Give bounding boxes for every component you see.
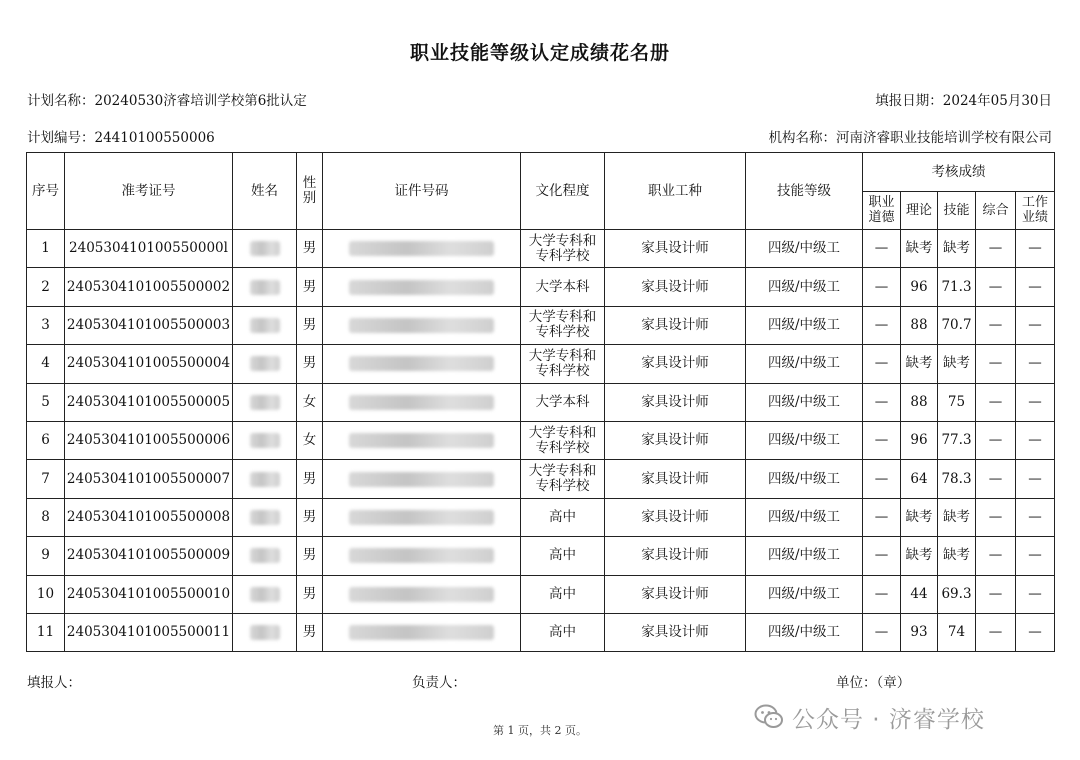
header-name: 姓名 — [233, 153, 297, 230]
header-ethics-line1: 职业 — [868, 195, 895, 210]
cell-ticket: 2405304101005500008 — [65, 498, 233, 536]
header-gender-line2: 别 — [302, 190, 317, 206]
cell-theory: 缺考 — [901, 498, 938, 536]
cell-gender: 男 — [297, 345, 323, 383]
redacted-name — [250, 356, 280, 371]
redacted-name — [250, 587, 280, 602]
cell-theory: 缺考 — [901, 230, 938, 268]
cell-skill: 75 — [938, 383, 976, 421]
cell-skill-level: 四级/中级工 — [746, 268, 863, 306]
cell-occupation: 家具设计师 — [605, 306, 746, 344]
education-text — [529, 234, 597, 264]
cell-skill-level: 四级/中级工 — [746, 230, 863, 268]
cell-ticket: 2405304101005500010 — [65, 575, 233, 613]
cell-seq: 3 — [27, 306, 65, 344]
cell-gender: 男 — [297, 230, 323, 268]
cell-ethics: — — [863, 575, 901, 613]
cell-name — [233, 460, 297, 498]
redacted-id-number — [349, 318, 494, 333]
cell-ticket: 2405304101005500005 — [65, 383, 233, 421]
education-text — [529, 464, 597, 494]
header-skill-level: 技能等级 — [746, 153, 863, 230]
header-id-number: 证件号码 — [323, 153, 521, 230]
education-line1: 高中 — [549, 547, 576, 564]
cell-comprehensive: — — [976, 613, 1016, 651]
education-text — [549, 548, 576, 563]
education-line1: 大学专科和 — [528, 232, 597, 249]
cell-occupation: 家具设计师 — [605, 383, 746, 421]
redacted-id-number — [349, 548, 494, 563]
table-row — [27, 421, 1055, 459]
redacted-id-number — [349, 510, 494, 525]
education-text — [549, 625, 576, 640]
cell-seq: 2 — [27, 268, 65, 306]
education-line1: 高中 — [549, 508, 576, 525]
education-line1: 大学专科和 — [528, 424, 597, 441]
cell-skill-level: 四级/中级工 — [746, 537, 863, 575]
organization-name: 机构名称：河南济睿职业技能培训学校有限公司 — [768, 130, 1052, 146]
cell-gender: 男 — [297, 306, 323, 344]
cell-id-number — [323, 575, 521, 613]
education-text — [549, 510, 576, 525]
redacted-name — [250, 280, 280, 295]
cell-name — [233, 230, 297, 268]
plan-number: 计划编号：24410100550006 — [27, 130, 215, 146]
cell-gender: 女 — [297, 383, 323, 421]
cell-comprehensive: — — [976, 460, 1016, 498]
cell-work: — — [1016, 268, 1055, 306]
cell-ticket: 2405304101005500009 — [65, 537, 233, 575]
table-row — [27, 306, 1055, 344]
cell-id-number — [323, 537, 521, 575]
cell-gender: 男 — [297, 268, 323, 306]
cell-name — [233, 306, 297, 344]
cell-id-number — [323, 268, 521, 306]
redacted-name — [250, 395, 280, 410]
cell-education — [521, 421, 605, 459]
education-line2: 专科学校 — [535, 439, 590, 456]
cell-ethics: — — [863, 537, 901, 575]
redacted-id-number — [349, 395, 494, 410]
cell-id-number — [323, 345, 521, 383]
education-text — [529, 349, 597, 379]
cell-seq: 11 — [27, 613, 65, 651]
header-work-line2: 业绩 — [1021, 210, 1048, 225]
redacted-id-number — [349, 433, 494, 448]
cell-education — [521, 613, 605, 651]
table-row — [27, 498, 1055, 536]
cell-occupation: 家具设计师 — [605, 230, 746, 268]
cell-work: — — [1016, 306, 1055, 344]
cell-occupation: 家具设计师 — [605, 460, 746, 498]
cell-ticket: 2405304101005500004 — [65, 345, 233, 383]
cell-theory: 44 — [901, 575, 938, 613]
header-scores: 考核成绩 — [863, 153, 1055, 192]
cell-education — [521, 575, 605, 613]
cell-gender: 男 — [297, 537, 323, 575]
cell-ticket: 2405304101005500011 — [65, 613, 233, 651]
cell-theory: 88 — [901, 306, 938, 344]
cell-skill: 70.7 — [938, 306, 976, 344]
cell-work: — — [1016, 230, 1055, 268]
cell-comprehensive: — — [976, 383, 1016, 421]
education-line1: 高中 — [549, 624, 576, 641]
header-comprehensive: 综合 — [976, 192, 1016, 230]
cell-comprehensive: — — [976, 498, 1016, 536]
header-ethics-line2: 道德 — [868, 210, 895, 225]
education-text — [536, 395, 590, 410]
redacted-id-number — [349, 241, 494, 256]
cell-ethics: — — [863, 421, 901, 459]
cell-work: — — [1016, 575, 1055, 613]
cell-work: — — [1016, 421, 1055, 459]
table-row — [27, 345, 1055, 383]
cell-name — [233, 421, 297, 459]
cell-name — [233, 613, 297, 651]
cell-seq: 6 — [27, 421, 65, 459]
cell-id-number — [323, 383, 521, 421]
cell-skill: 74 — [938, 613, 976, 651]
redacted-name — [250, 318, 280, 333]
cell-education — [521, 230, 605, 268]
plan-name: 计划名称：20240530济睿培训学校第6批认定 — [27, 93, 307, 109]
education-line1: 高中 — [549, 585, 576, 602]
cell-id-number — [323, 498, 521, 536]
cell-skill-level: 四级/中级工 — [746, 498, 863, 536]
cell-gender: 男 — [297, 498, 323, 536]
score-roster-table — [26, 152, 1055, 652]
header-ticket: 准考证号 — [65, 153, 233, 230]
cell-ticket: 2405304101005500002 — [65, 268, 233, 306]
redacted-name — [250, 510, 280, 525]
education-line1: 大学本科 — [535, 278, 590, 295]
cell-work: — — [1016, 537, 1055, 575]
cell-work: — — [1016, 498, 1055, 536]
cell-work: — — [1016, 460, 1055, 498]
cell-id-number — [323, 421, 521, 459]
cell-occupation: 家具设计师 — [605, 575, 746, 613]
education-text — [529, 426, 597, 456]
cell-work: — — [1016, 383, 1055, 421]
fill-date: 填报日期：2024年05月30日 — [875, 93, 1052, 109]
education-line1: 大学本科 — [535, 393, 590, 410]
table-row — [27, 537, 1055, 575]
cell-skill: 69.3 — [938, 575, 976, 613]
cell-ethics: — — [863, 498, 901, 536]
cell-ethics: — — [863, 345, 901, 383]
cell-skill: 71.3 — [938, 268, 976, 306]
cell-seq: 8 — [27, 498, 65, 536]
cell-theory: 93 — [901, 613, 938, 651]
cell-comprehensive: — — [976, 230, 1016, 268]
education-line2: 专科学校 — [535, 362, 590, 379]
cell-id-number — [323, 460, 521, 498]
cell-education — [521, 268, 605, 306]
cell-ethics: — — [863, 306, 901, 344]
cell-id-number — [323, 613, 521, 651]
cell-seq: 4 — [27, 345, 65, 383]
table-row — [27, 460, 1055, 498]
redacted-id-number — [349, 280, 494, 295]
table-row — [27, 268, 1055, 306]
redacted-id-number — [349, 587, 494, 602]
redacted-name — [250, 472, 280, 487]
cell-skill: 缺考 — [938, 537, 976, 575]
watermark-text: 公众号 · 济睿学校 — [792, 706, 985, 733]
cell-name — [233, 345, 297, 383]
cell-ticket: 2405304101005500006 — [65, 421, 233, 459]
cell-work: — — [1016, 613, 1055, 651]
header-seq: 序号 — [27, 153, 65, 230]
document-title: 职业技能等级认定成绩花名册 — [409, 42, 670, 64]
cell-seq: 7 — [27, 460, 65, 498]
redacted-id-number — [349, 472, 494, 487]
cell-skill-level: 四级/中级工 — [746, 613, 863, 651]
cell-education — [521, 498, 605, 536]
cell-skill: 缺考 — [938, 345, 976, 383]
cell-id-number — [323, 306, 521, 344]
education-text — [549, 587, 576, 602]
cell-occupation: 家具设计师 — [605, 613, 746, 651]
redacted-id-number — [349, 356, 494, 371]
page-number: 第 1 页，共 2 页。 — [493, 724, 587, 737]
header-ethics — [863, 192, 901, 230]
redacted-name — [250, 433, 280, 448]
education-text — [529, 310, 597, 340]
cell-theory: 88 — [901, 383, 938, 421]
education-line2: 专科学校 — [535, 478, 590, 495]
cell-comprehensive: — — [976, 575, 1016, 613]
education-text — [536, 280, 590, 295]
header-gender-line1: 性 — [302, 175, 317, 191]
table-row — [27, 613, 1055, 651]
cell-theory: 64 — [901, 460, 938, 498]
cell-comprehensive: — — [976, 345, 1016, 383]
cell-skill: 77.3 — [938, 421, 976, 459]
cell-theory: 96 — [901, 421, 938, 459]
table-row — [27, 230, 1055, 268]
cell-education — [521, 537, 605, 575]
table-row — [27, 383, 1055, 421]
cell-skill-level: 四级/中级工 — [746, 575, 863, 613]
header-skill: 技能 — [938, 192, 976, 230]
cell-theory: 缺考 — [901, 345, 938, 383]
header-education: 文化程度 — [521, 153, 605, 230]
cell-gender: 男 — [297, 575, 323, 613]
education-line2: 专科学校 — [535, 247, 590, 264]
cell-education — [521, 306, 605, 344]
cell-gender: 男 — [297, 460, 323, 498]
responsible-label: 负责人： — [412, 675, 466, 691]
cell-name — [233, 537, 297, 575]
cell-name — [233, 383, 297, 421]
header-work-line1: 工作 — [1021, 195, 1048, 210]
cell-seq: 1 — [27, 230, 65, 268]
header-work — [1016, 192, 1055, 230]
cell-skill: 78.3 — [938, 460, 976, 498]
cell-occupation: 家具设计师 — [605, 345, 746, 383]
cell-comprehensive: — — [976, 268, 1016, 306]
cell-gender: 男 — [297, 613, 323, 651]
cell-comprehensive: — — [976, 306, 1016, 344]
redacted-name — [250, 548, 280, 563]
cell-name — [233, 498, 297, 536]
table-body — [27, 230, 1055, 652]
education-line1: 大学专科和 — [528, 347, 597, 364]
cell-ticket: 2405304101005500007 — [65, 460, 233, 498]
redacted-name — [250, 625, 280, 640]
cell-skill-level: 四级/中级工 — [746, 345, 863, 383]
unit-label: 单位：（章） — [836, 675, 911, 691]
header-theory: 理论 — [901, 192, 938, 230]
cell-ticket: 240530410100550000l — [65, 230, 233, 268]
cell-work: — — [1016, 345, 1055, 383]
cell-id-number — [323, 230, 521, 268]
cell-occupation: 家具设计师 — [605, 498, 746, 536]
cell-ticket: 2405304101005500003 — [65, 306, 233, 344]
cell-name — [233, 575, 297, 613]
cell-skill: 缺考 — [938, 230, 976, 268]
cell-education — [521, 383, 605, 421]
cell-occupation: 家具设计师 — [605, 268, 746, 306]
cell-skill-level: 四级/中级工 — [746, 306, 863, 344]
cell-skill: 缺考 — [938, 498, 976, 536]
cell-ethics: — — [863, 613, 901, 651]
cell-theory: 96 — [901, 268, 938, 306]
cell-skill-level: 四级/中级工 — [746, 383, 863, 421]
cell-theory: 缺考 — [901, 537, 938, 575]
cell-ethics: — — [863, 460, 901, 498]
header-gender — [297, 153, 323, 230]
cell-education — [521, 460, 605, 498]
cell-ethics: — — [863, 230, 901, 268]
cell-seq: 9 — [27, 537, 65, 575]
filler-label: 填报人： — [27, 675, 81, 691]
cell-education — [521, 345, 605, 383]
cell-ethics: — — [863, 268, 901, 306]
cell-name — [233, 268, 297, 306]
redacted-name — [250, 241, 280, 256]
table-row — [27, 575, 1055, 613]
cell-occupation: 家具设计师 — [605, 537, 746, 575]
cell-comprehensive: — — [976, 537, 1016, 575]
cell-seq: 5 — [27, 383, 65, 421]
cell-seq: 10 — [27, 575, 65, 613]
header-occupation: 职业工种 — [605, 153, 746, 230]
cell-skill-level: 四级/中级工 — [746, 421, 863, 459]
cell-gender: 女 — [297, 421, 323, 459]
cell-occupation: 家具设计师 — [605, 421, 746, 459]
cell-comprehensive: — — [976, 421, 1016, 459]
education-line1: 大学专科和 — [528, 309, 597, 326]
education-line1: 大学专科和 — [528, 463, 597, 480]
education-line2: 专科学校 — [535, 324, 590, 341]
cell-ethics: — — [863, 383, 901, 421]
redacted-id-number — [349, 625, 494, 640]
cell-skill-level: 四级/中级工 — [746, 460, 863, 498]
